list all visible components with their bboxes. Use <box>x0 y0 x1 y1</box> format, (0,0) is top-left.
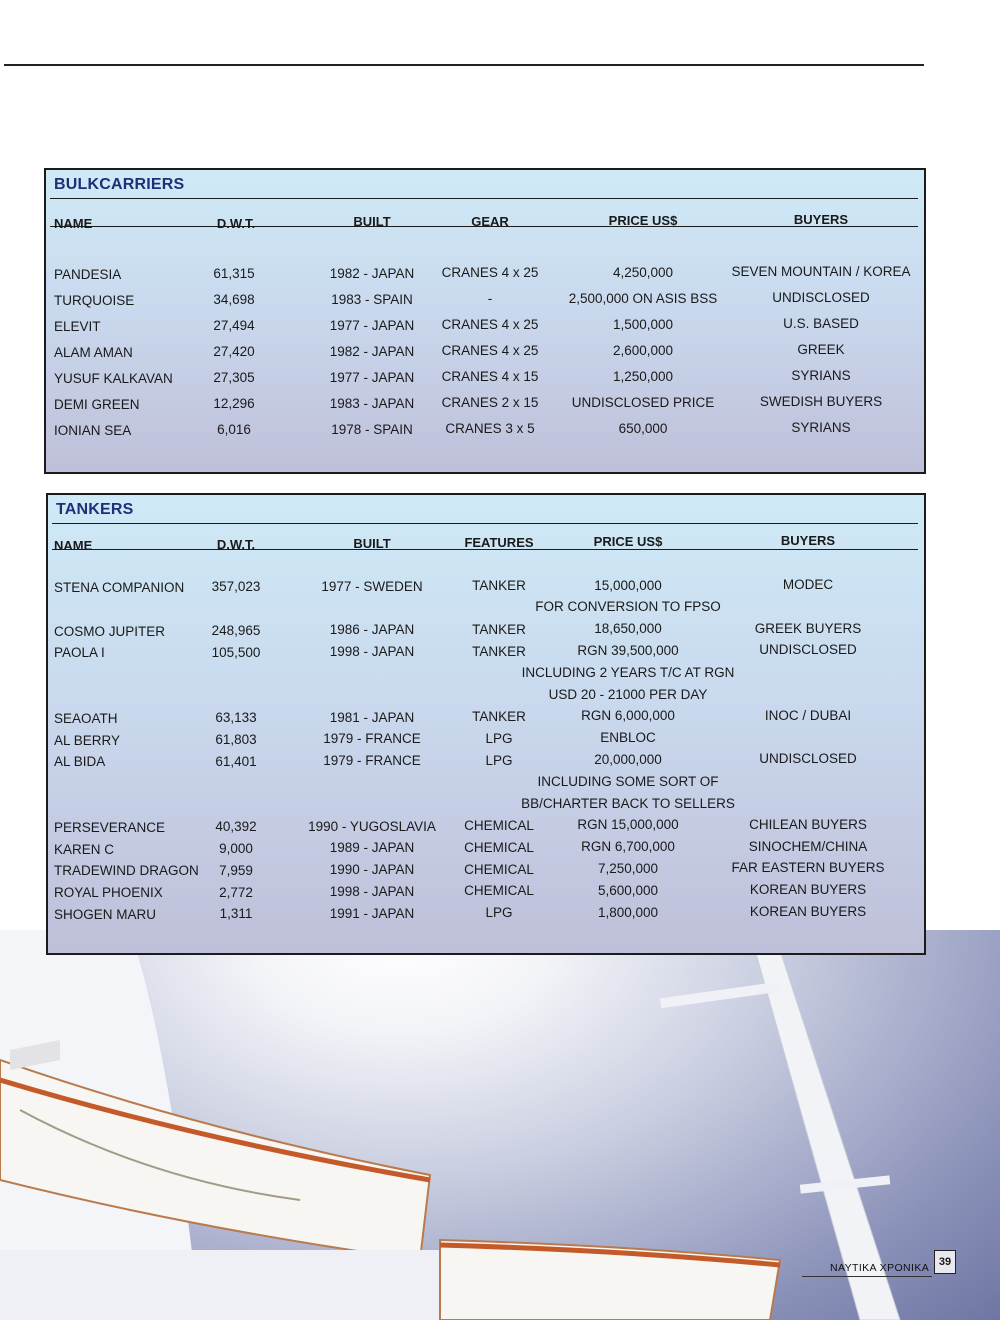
cell-name: ELEVIT <box>54 319 101 334</box>
cell-built: 1977 - SWEDEN <box>321 578 423 594</box>
cell-gear: CRANES 2 x 15 <box>441 395 539 411</box>
cell-price: 7,250,000 <box>597 861 659 876</box>
cell-price: ENBLOC <box>600 730 656 746</box>
cell-built: 1983 - SPAIN <box>331 291 413 307</box>
cell-dwt: 63,133 <box>215 710 257 726</box>
cell-name: ROYAL PHOENIX <box>54 885 163 901</box>
page-footer <box>800 1248 1000 1288</box>
cell-dwt: 61,315 <box>213 266 255 282</box>
cell-built: 1977 - JAPAN <box>329 369 415 385</box>
cell-name: ALAM AMAN <box>54 345 133 360</box>
header-built: BUILT <box>353 214 391 229</box>
cell-gear: CRANES 4 x 25 <box>441 343 539 359</box>
cell-built: 1986 - JAPAN <box>329 622 415 638</box>
cell-price: RGN 15,000,000 <box>577 817 679 833</box>
cell-dwt: 27,305 <box>213 370 255 386</box>
cell-dwt: 61,401 <box>215 753 257 769</box>
cell-gear: TANKER <box>472 578 526 594</box>
header-gear: GEAR <box>471 214 509 229</box>
page-number: 39 <box>934 1250 956 1274</box>
cell-price: 4,250,000 <box>612 264 674 280</box>
cell-dwt: 9,000 <box>219 841 253 856</box>
cell-dwt: 7,959 <box>219 862 253 878</box>
header-price: PRICE US$ <box>608 213 678 228</box>
cell-name: COSMO JUPITER <box>54 623 166 639</box>
cell-dwt: 105,500 <box>211 644 261 660</box>
bulkcarriers-title: BULKCARRIERS <box>54 176 185 193</box>
cell-built: 1989 - JAPAN <box>329 840 415 856</box>
cell-gear: CHEMICAL <box>464 839 534 855</box>
cell-name: TRADEWIND DRAGON <box>54 863 199 879</box>
cell-name: SHOGEN MARU <box>54 907 157 922</box>
cell-price: BB/CHARTER BACK TO SELLERS <box>521 795 735 811</box>
cell-dwt: 2,772 <box>219 884 253 900</box>
cell-built: 1991 - JAPAN <box>329 905 415 921</box>
cell-dwt: 248,965 <box>211 623 261 638</box>
cell-built: 1978 - SPAIN <box>331 421 413 437</box>
top-rule <box>4 64 924 66</box>
cell-price: INCLUDING SOME SORT OF <box>537 773 719 789</box>
cell-buyers: MODEC <box>782 577 834 592</box>
cell-buyers: SINOCHEM/CHINA <box>748 838 868 854</box>
cell-buyers: SYRIANS <box>791 420 851 435</box>
cell-name: YUSUF KALKAVAN <box>54 371 173 386</box>
header-buyers: BUYERS <box>780 533 836 548</box>
cell-gear: CHEMICAL <box>464 883 534 899</box>
cell-name: TURQUOISE <box>54 293 135 308</box>
cell-built: 1979 - FRANCE <box>323 753 421 769</box>
cell-name: AL BERRY <box>54 732 121 748</box>
cell-built: 1998 - JAPAN <box>329 884 415 899</box>
cell-built: 1982 - JAPAN <box>329 343 415 359</box>
cell-buyers: INOC / DUBAI <box>764 707 852 723</box>
cell-gear: - <box>487 291 493 307</box>
cell-gear: LPG <box>485 752 513 768</box>
header-dwt: D.W.T. <box>216 537 256 552</box>
header-name: NAME <box>54 538 93 553</box>
cell-name: PANDESIA <box>54 267 122 282</box>
cell-dwt: 27,420 <box>213 344 255 360</box>
cell-built: 1990 - JAPAN <box>329 862 415 878</box>
tankers-title: TANKERS <box>56 501 134 518</box>
cell-gear: LPG <box>485 730 513 746</box>
cell-buyers: SYRIANS <box>791 368 851 383</box>
footer-rule <box>802 1276 932 1277</box>
cell-buyers: FAR EASTERN BUYERS <box>731 860 885 876</box>
cell-gear: TANKER <box>472 709 526 724</box>
cell-dwt: 61,803 <box>215 732 257 747</box>
cell-name: KAREN C <box>54 841 115 857</box>
cell-name: DEMI GREEN <box>54 397 140 412</box>
cell-gear: CHEMICAL <box>464 818 534 833</box>
cell-price: RGN 39,500,000 <box>577 643 679 658</box>
cell-buyers: GREEK BUYERS <box>754 620 862 636</box>
cell-dwt: 1,311 <box>219 906 253 922</box>
cell-built: 1981 - JAPAN <box>329 709 415 725</box>
cell-price: 20,000,000 <box>594 752 662 767</box>
cell-price: 1,250,000 <box>612 368 674 384</box>
cell-name: AL BIDA <box>54 754 106 770</box>
cell-price: UNDISCLOSED PRICE <box>571 394 715 410</box>
cell-gear: CRANES 4 x 25 <box>441 265 539 281</box>
cell-buyers: CHILEAN BUYERS <box>749 816 867 832</box>
cell-name: IONIAN SEA <box>54 423 132 438</box>
cell-built: 1982 - JAPAN <box>329 265 415 281</box>
cell-price: 18,650,000 <box>594 621 662 637</box>
cell-price: 2,600,000 <box>612 342 674 358</box>
cell-price: RGN 6,000,000 <box>581 708 675 724</box>
cell-name: SEAOATH <box>54 710 118 726</box>
cell-buyers: SEVEN MOUNTAIN / KOREA <box>731 264 911 279</box>
cell-price: 15,000,000 <box>594 577 662 593</box>
cell-gear: TANKER <box>472 621 526 637</box>
cell-built: 1983 - JAPAN <box>329 395 415 411</box>
cell-name: STENA COMPANION <box>54 580 185 595</box>
cell-gear: CRANES 4 x 15 <box>441 369 539 385</box>
cell-dwt: 357,023 <box>211 579 261 595</box>
cell-built: 1979 - FRANCE <box>323 731 421 747</box>
cell-name: PAOLA I <box>54 645 105 661</box>
cell-buyers: SWEDISH BUYERS <box>759 394 883 409</box>
cell-gear: CRANES 4 x 25 <box>441 317 539 333</box>
cell-price: FOR CONVERSION TO FPSO <box>535 599 721 615</box>
cell-gear: TANKER <box>472 643 526 659</box>
header-name: NAME <box>54 216 93 231</box>
cell-price: 650,000 <box>618 420 668 436</box>
title-rule <box>52 523 918 524</box>
header-built: BUILT <box>353 536 391 551</box>
cell-price: RGN 6,700,000 <box>581 839 675 855</box>
cell-built: 1977 - JAPAN <box>329 317 415 333</box>
cell-dwt: 6,016 <box>217 422 251 438</box>
header-features: FEATURES <box>464 535 534 550</box>
cell-gear: CRANES 3 x 5 <box>445 421 535 437</box>
header-price: PRICE US$ <box>593 534 663 549</box>
cell-dwt: 12,296 <box>213 396 255 412</box>
cell-dwt: 40,392 <box>215 819 257 835</box>
cell-buyers: GREEK <box>797 342 845 357</box>
cell-gear: LPG <box>485 905 513 921</box>
tankers-table <box>46 493 926 955</box>
cell-buyers: UNDISCLOSED <box>772 290 870 305</box>
cell-price: USD 20 - 21000 PER DAY <box>548 686 708 702</box>
header-buyers: BUYERS <box>793 212 849 227</box>
cell-built: 1990 - YUGOSLAVIA <box>308 818 436 834</box>
cell-buyers: KOREAN BUYERS <box>749 882 867 898</box>
publication-name: ΝΑΥΤΙΚΑ ΧΡΟΝΙΚΑ <box>830 1262 930 1274</box>
cell-buyers: KOREAN BUYERS <box>749 904 867 919</box>
cell-price: 2,500,000 ON ASIS BSS <box>568 290 718 306</box>
cell-name: PERSEVERANCE <box>54 819 166 835</box>
cell-buyers: UNDISCLOSED <box>759 751 857 767</box>
cell-price: 1,800,000 <box>597 904 659 920</box>
title-rule <box>50 198 918 199</box>
cell-price: 5,600,000 <box>597 882 659 898</box>
cell-built: 1998 - JAPAN <box>329 644 415 660</box>
cell-price: 1,500,000 <box>612 316 674 332</box>
cell-buyers: UNDISCLOSED <box>759 642 857 658</box>
cell-price: INCLUDING 2 YEARS T/C AT RGN <box>521 664 735 680</box>
cell-dwt: 34,698 <box>213 292 255 308</box>
bulkcarriers-table <box>44 168 926 474</box>
header-dwt: D.W.T. <box>216 216 256 231</box>
cell-dwt: 27,494 <box>213 318 255 334</box>
cell-buyers: U.S. BASED <box>783 316 859 331</box>
cell-gear: CHEMICAL <box>464 861 534 877</box>
